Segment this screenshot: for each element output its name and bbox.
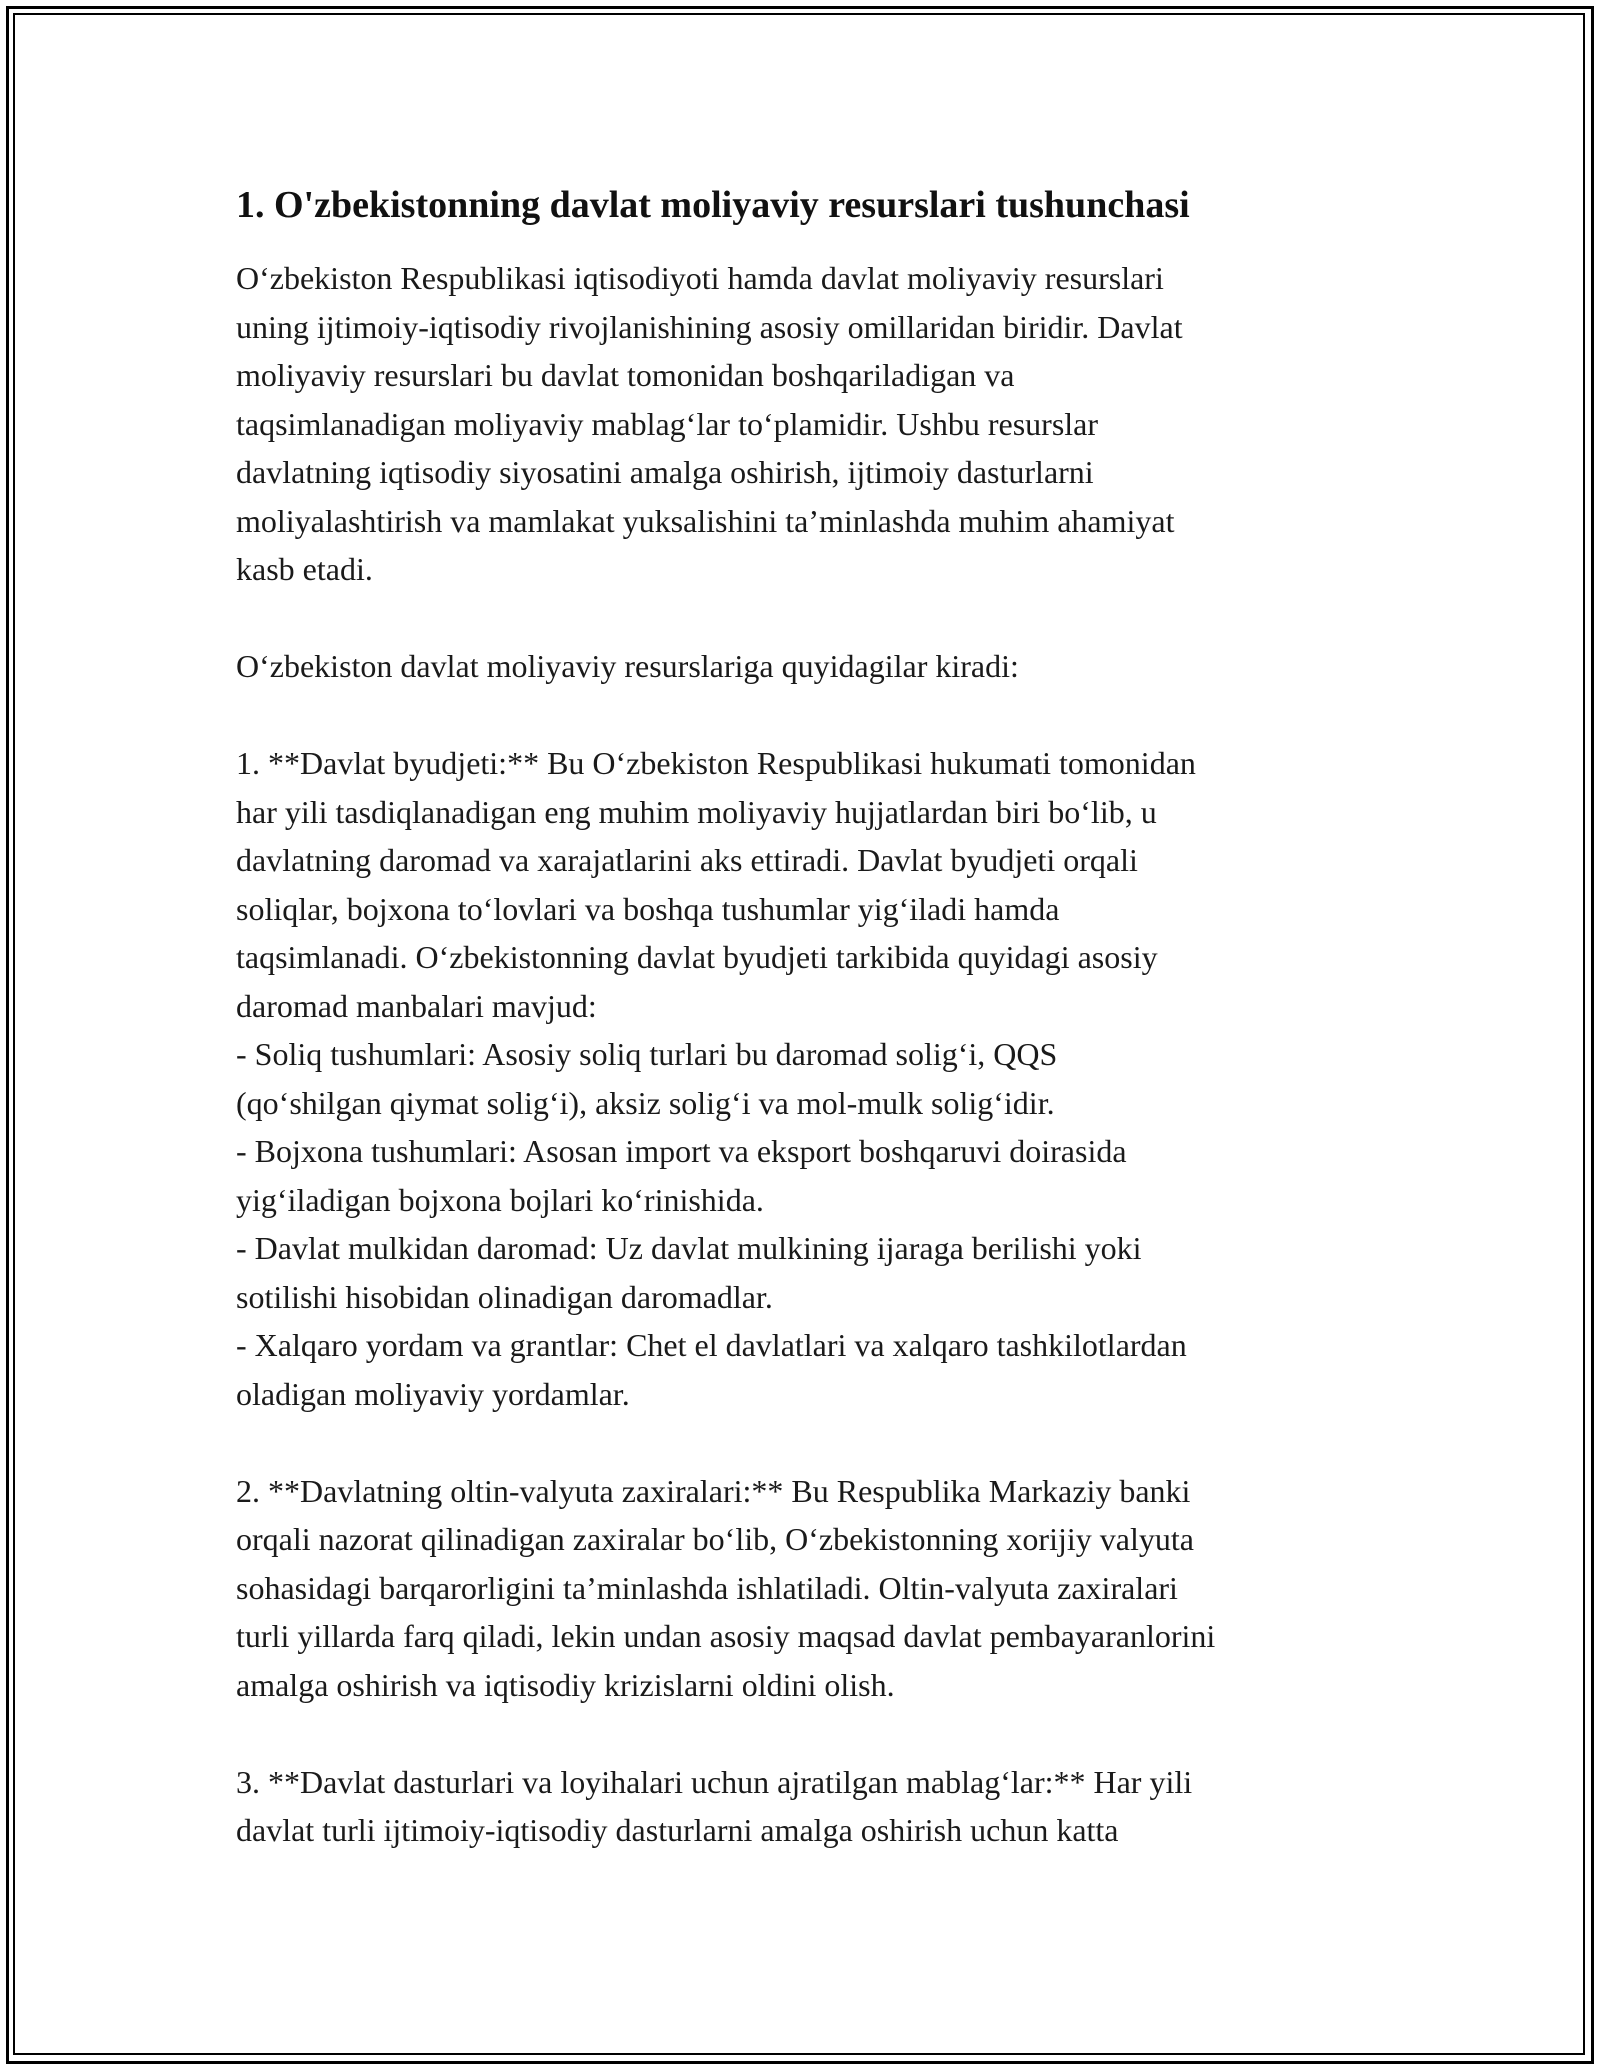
body-text: O‘zbekiston Respublikasi iqtisodiyoti hamda davlat moliyaviy resurslari uning ijtimoiy-iqtisodiy rivojlanishining asosiy omillaridan biridir. Davlat moliyaviy resurslari bu davlat tomonidan boshqariladigan va taqsimlanadigan moliyaviy mablag‘lar to‘plamidir. Ushbu resurslar davlatning iqtisodiy siyosatini amalga oshirish, ijtimoiy dasturlarni moliyalashtirish va mamlakat yuksalishini ta’minlashda muhim ahamiyat kasb etadi. O‘zbekiston davlat moliyaviy resurslariga quyidagilar kiradi: 1. **Davlat byudjeti:** Bu O‘zbekiston Respublikasi hukumati tomonidan har yili tasdiqlanadigan eng muhim moliyaviy hujjatlardan biri bo‘lib, u davlatning daromad va xarajatlarini aks ettiradi. Davlat byudjeti orqali soliqlar, bojxona to‘lovlari va boshqa tushumlar yig‘iladi hamda taqsimlanadi. O‘zbekistonning davlat byudjeti tarkibida quyidagi asosiy daromad manbalari mavjud: - Soliq tushumlari: Asosiy soliq turlari bu daromad solig‘i, QQS (qo‘shilgan qiymat solig‘i), aksiz solig‘i va mol-mulk solig‘idir. - Bojxona tushumlari: Asosan import va eksport boshqaruvi doirasida yig‘iladigan bojxona bojlari ko‘rinishida. - Davlat mulkidan daromad: Uz davlat mulkining ijaraga berilishi yoki sotilishi hisobidan olinadigan daromadlar. - Xalqaro yordam va grantlar: Chet el davlatlari va xalqaro tashkilotlardan oladigan moliyaviy yordamlar. 2. **Davlatning oltin-valyuta zaxiralari:** Bu Respublika Markaziy banki orqali nazorat qilinadigan zaxiralar bo‘lib, O‘zbekistonning xorijiy valyuta sohasidagi barqarorligini ta’minlashda ishlatiladi. Oltin-valyuta zaxiralari turli yillarda farq qiladi, lekin undan asosiy maqsad davlat pembayaranlorini amalga oshirish va iqtisodiy krizislarni oldini olish. 3. **Davlat dasturlari va loyihalari uchun ajratilgan mablag‘lar:** Har yili davlat turli ijtimoiy-iqtisodiy dasturlarni amalga oshirish uchun katta <box>236 260 1216 1848</box>
section-heading: 1. O'zbekistonning davlat moliyaviy resurslari tushunchasi <box>236 184 1190 226</box>
document-content <box>236 180 1376 1855</box>
